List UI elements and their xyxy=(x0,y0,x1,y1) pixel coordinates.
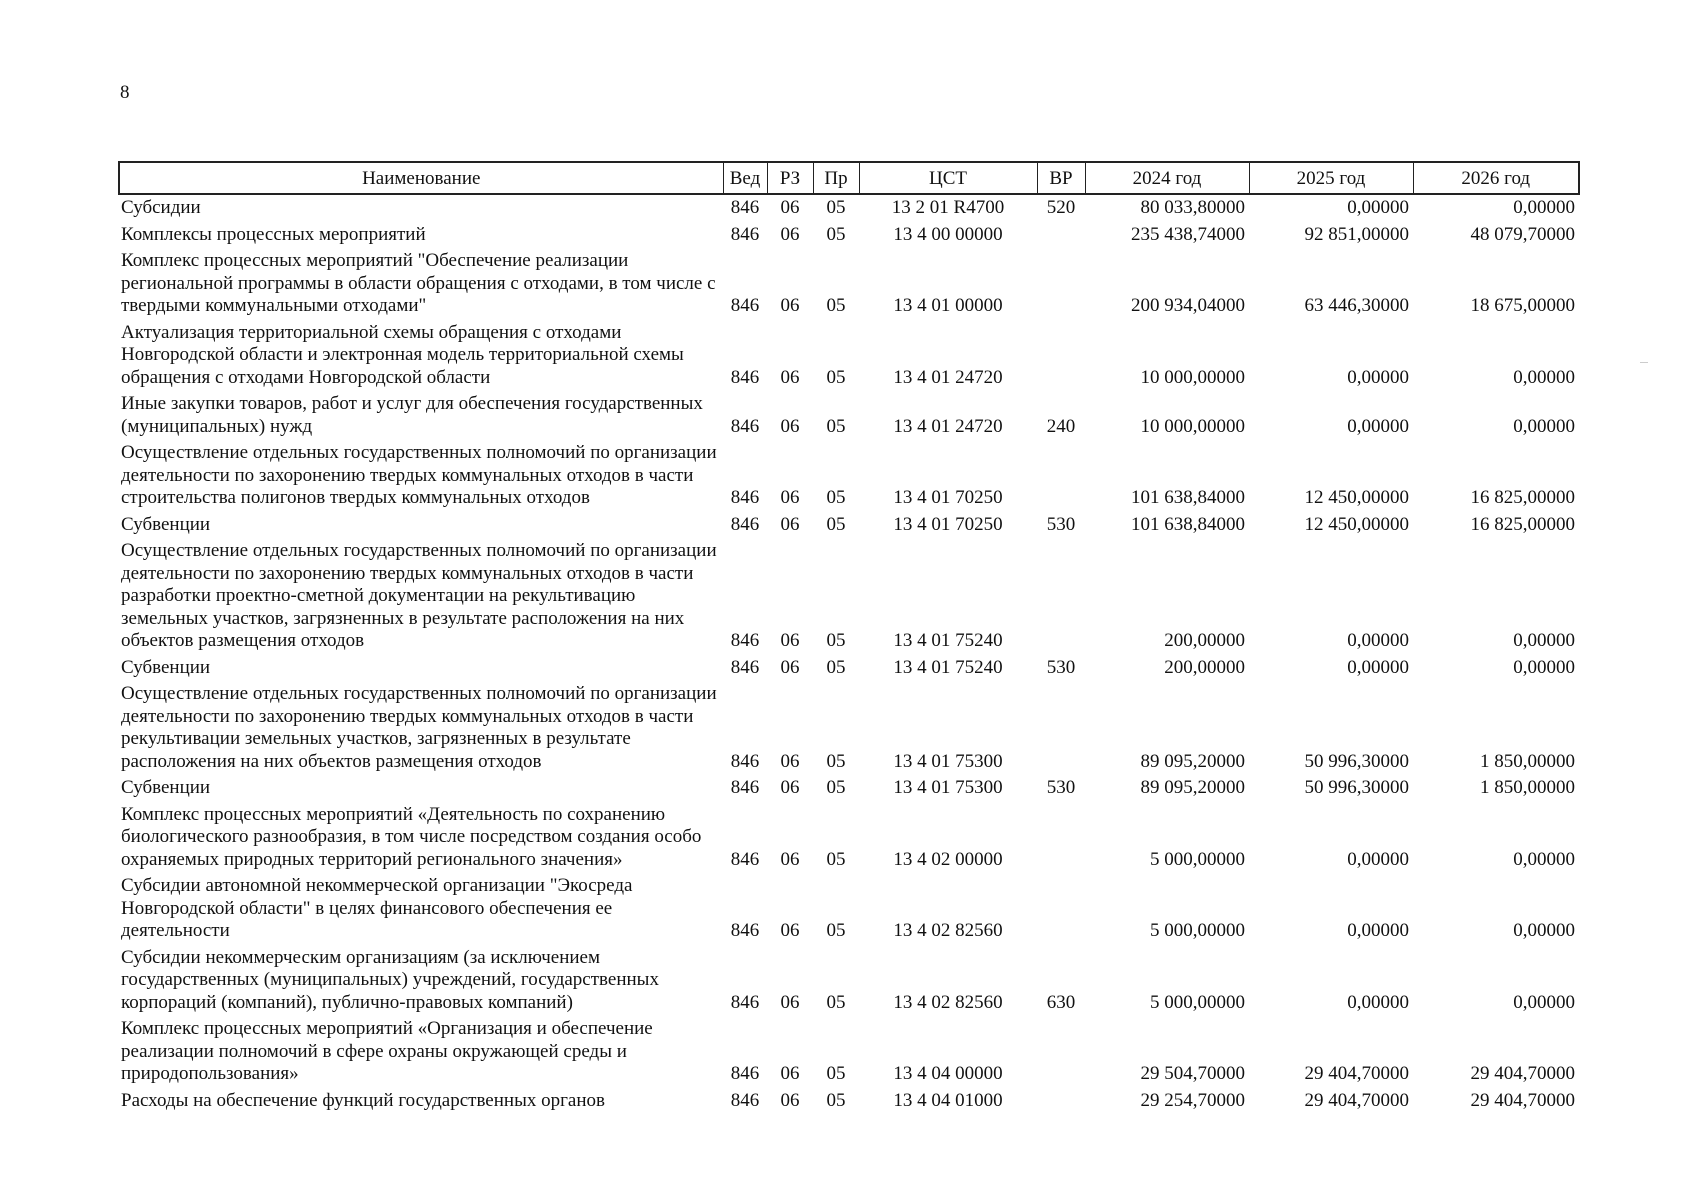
row-2026: 0,00000 xyxy=(1513,366,1575,388)
table-row xyxy=(119,248,1579,320)
row-pr: 05 xyxy=(826,1089,846,1111)
row-pr: 05 xyxy=(826,415,846,437)
row-name: Иные закупки товаров, работ и услуг для обеспечения государственных (муниципальных) нужд xyxy=(121,393,703,437)
row-vr xyxy=(1037,538,1085,655)
row-pr: 05 xyxy=(826,295,846,316)
row-pr: 05 xyxy=(826,991,846,1013)
row-2024: 10 000,00000 xyxy=(1140,366,1245,388)
row-2025: 50 996,30000 xyxy=(1304,750,1409,772)
row-name: Расходы на обеспечение функций государственных органов xyxy=(121,1089,605,1111)
row-name: Субвенции xyxy=(121,513,211,535)
row-cst: 13 4 01 75240 xyxy=(893,656,1003,678)
row-2025: 12 450,00000 xyxy=(1304,487,1409,508)
table-row xyxy=(119,655,1579,682)
row-pr: 05 xyxy=(826,777,846,798)
row-2026: 0,00000 xyxy=(1513,630,1575,651)
row-cst: 13 4 02 82560 xyxy=(893,920,1003,941)
row-name: Комплекс процессных мероприятий «Организация и обеспечение реализации полномочий в сфере охраны окружающей среды и природопользования» xyxy=(121,1018,653,1084)
row-rz: 06 xyxy=(780,656,800,678)
row-2024: 5 000,00000 xyxy=(1150,991,1245,1013)
row-vr xyxy=(1037,873,1085,945)
row-pr: 05 xyxy=(826,920,846,941)
budget-table xyxy=(118,161,1580,1114)
row-2026: 48 079,70000 xyxy=(1470,223,1575,245)
row-ved: 846 xyxy=(730,513,760,535)
row-cst: 13 4 01 75300 xyxy=(893,750,1003,772)
header-2026: 2026 год xyxy=(1413,162,1579,194)
row-cst: 13 4 01 24720 xyxy=(893,415,1003,437)
row-name: Осуществление отдельных государственных полномочий по организации деятельности по захоронению твердых коммунальных отходов в части рекультивации земельных участков, загрязненных в результате расположения на них объектов размещения отходов xyxy=(121,683,717,772)
row-name: Субвенции xyxy=(121,777,211,798)
row-2025: 92 851,00000 xyxy=(1304,223,1409,245)
row-rz: 06 xyxy=(780,777,800,798)
row-2025: 0,00000 xyxy=(1347,415,1409,437)
row-2026: 18 675,00000 xyxy=(1470,295,1575,316)
row-ved: 846 xyxy=(730,656,760,678)
row-ved: 846 xyxy=(730,920,760,941)
row-2026: 16 825,00000 xyxy=(1470,487,1575,508)
row-name: Субсидии некоммерческим организациям (за исключением государственных (муниципальных) учреждений, государственных корпораций (компаний), публично-правовых компаний) xyxy=(121,946,659,1013)
row-2024: 200,00000 xyxy=(1164,656,1245,678)
row-vr: 530 xyxy=(1046,777,1076,798)
table-row xyxy=(119,538,1579,655)
row-2025: 0,00000 xyxy=(1347,366,1409,388)
row-name: Комплекс процессных мероприятий «Деятельность по сохранению биологического разнообразия, в том числе посредством создания особо охраняемых природных территорий регионального значения» xyxy=(121,803,702,870)
row-ved: 846 xyxy=(730,1063,760,1084)
row-cst: 13 2 01 R4700 xyxy=(891,197,1005,218)
row-ved: 846 xyxy=(730,295,760,316)
row-name: Субсидии xyxy=(121,197,201,218)
row-2024: 200 934,04000 xyxy=(1131,295,1245,316)
row-rz: 06 xyxy=(780,991,800,1013)
row-pr: 05 xyxy=(826,630,846,651)
table-row xyxy=(119,802,1579,874)
row-name: Субвенции xyxy=(121,656,211,678)
row-2024: 80 033,80000 xyxy=(1140,197,1245,218)
table-row xyxy=(119,391,1579,440)
row-ved: 846 xyxy=(730,991,760,1013)
row-ved: 846 xyxy=(730,630,760,651)
row-ved: 846 xyxy=(730,197,760,218)
row-name: Субсидии автономной некоммерческой организации "Экосреда Новгородской области" в целях финансового обеспечения ее деятельности xyxy=(121,875,633,941)
row-2025: 0,00000 xyxy=(1347,920,1409,941)
row-2025: 0,00000 xyxy=(1347,848,1409,870)
row-2024: 200,00000 xyxy=(1164,630,1245,651)
row-name: Комплексы процессных мероприятий xyxy=(121,223,426,245)
row-rz: 06 xyxy=(780,1063,800,1084)
row-cst: 13 4 01 75300 xyxy=(893,777,1003,798)
row-ved: 846 xyxy=(730,777,760,798)
table-row xyxy=(119,194,1579,222)
row-2026: 0,00000 xyxy=(1513,656,1575,678)
row-2024: 5 000,00000 xyxy=(1150,920,1245,941)
row-ved: 846 xyxy=(730,1089,760,1111)
row-vr xyxy=(1037,440,1085,512)
row-pr: 05 xyxy=(826,750,846,772)
row-pr: 05 xyxy=(826,487,846,508)
row-2026: 1 850,00000 xyxy=(1480,750,1575,772)
row-vr xyxy=(1037,802,1085,874)
table-row xyxy=(119,945,1579,1017)
scan-mark xyxy=(1640,362,1648,363)
row-ved: 846 xyxy=(730,750,760,772)
row-2026: 0,00000 xyxy=(1513,920,1575,941)
row-vr xyxy=(1037,1088,1085,1115)
row-pr: 05 xyxy=(826,223,846,245)
row-vr: 630 xyxy=(1046,991,1076,1013)
table-row xyxy=(119,320,1579,392)
row-rz: 06 xyxy=(780,487,800,508)
row-ved: 846 xyxy=(730,415,760,437)
table-row xyxy=(119,512,1579,539)
row-cst: 13 4 00 00000 xyxy=(893,223,1003,245)
table-body xyxy=(119,194,1579,1114)
row-2025: 0,00000 xyxy=(1347,630,1409,651)
row-cst: 13 4 01 70250 xyxy=(893,487,1003,508)
row-vr xyxy=(1037,248,1085,320)
row-ved: 846 xyxy=(730,223,760,245)
header-cst: ЦСТ xyxy=(859,162,1037,194)
table-row xyxy=(119,873,1579,945)
row-2025: 0,00000 xyxy=(1347,656,1409,678)
row-rz: 06 xyxy=(780,415,800,437)
header-2024: 2024 год xyxy=(1085,162,1249,194)
row-2024: 235 438,74000 xyxy=(1131,223,1245,245)
page-number: 8 xyxy=(120,82,130,103)
header-rz: РЗ xyxy=(767,162,813,194)
row-rz: 06 xyxy=(780,513,800,535)
row-rz: 06 xyxy=(780,920,800,941)
row-2026: 16 825,00000 xyxy=(1470,513,1575,535)
row-vr: 530 xyxy=(1046,656,1076,678)
table-row xyxy=(119,775,1579,802)
row-2026: 29 404,70000 xyxy=(1470,1089,1575,1111)
row-2024: 29 254,70000 xyxy=(1140,1089,1245,1111)
row-2024: 10 000,00000 xyxy=(1140,415,1245,437)
row-2024: 5 000,00000 xyxy=(1150,848,1245,870)
row-2024: 89 095,20000 xyxy=(1140,777,1245,798)
row-vr xyxy=(1037,1016,1085,1088)
row-pr: 05 xyxy=(826,1063,846,1084)
row-cst: 13 4 01 75240 xyxy=(893,630,1003,651)
row-pr: 05 xyxy=(826,848,846,870)
row-name: Комплекс процессных мероприятий "Обеспечение реализации региональной программы в области обращения с отходами, в том числе с твердыми коммунальными отходами" xyxy=(121,250,716,316)
header-pr: Пр xyxy=(813,162,859,194)
row-ved: 846 xyxy=(730,848,760,870)
row-2025: 50 996,30000 xyxy=(1304,777,1409,798)
row-2024: 101 638,84000 xyxy=(1131,487,1245,508)
row-cst: 13 4 02 00000 xyxy=(893,848,1003,870)
row-rz: 06 xyxy=(780,630,800,651)
row-vr: 240 xyxy=(1046,415,1076,437)
row-rz: 06 xyxy=(780,197,800,218)
row-rz: 06 xyxy=(780,750,800,772)
row-name: Осуществление отдельных государственных полномочий по организации деятельности по захоронению твердых коммунальных отходов в части разработки проектно-сметной документации на рекультивацию земельных участков, загрязненных в результате расположения на них объектов размещения отходов xyxy=(121,540,717,651)
table-row xyxy=(119,222,1579,249)
row-vr: 520 xyxy=(1046,197,1076,218)
table-row xyxy=(119,1016,1579,1088)
row-2025: 29 404,70000 xyxy=(1304,1089,1409,1111)
row-rz: 06 xyxy=(780,848,800,870)
row-cst: 13 4 02 82560 xyxy=(893,991,1003,1013)
row-2025: 29 404,70000 xyxy=(1304,1063,1409,1084)
row-2024: 101 638,84000 xyxy=(1131,513,1245,535)
row-vr: 530 xyxy=(1046,513,1076,535)
row-rz: 06 xyxy=(780,295,800,316)
row-pr: 05 xyxy=(826,513,846,535)
row-rz: 06 xyxy=(780,1089,800,1111)
row-pr: 05 xyxy=(826,197,846,218)
row-rz: 06 xyxy=(780,366,800,388)
row-2025: 0,00000 xyxy=(1347,991,1409,1013)
header-name: Наименование xyxy=(119,162,723,194)
row-name: Осуществление отдельных государственных полномочий по организации деятельности по захоронению твердых коммунальных отходов в части строительства полигонов твердых коммунальных отходов xyxy=(121,442,717,508)
row-vr xyxy=(1037,681,1085,775)
row-2026: 0,00000 xyxy=(1513,991,1575,1013)
row-2026: 29 404,70000 xyxy=(1470,1063,1575,1084)
table-header xyxy=(119,162,1579,194)
row-ved: 846 xyxy=(730,487,760,508)
header-2025: 2025 год xyxy=(1249,162,1413,194)
row-2026: 0,00000 xyxy=(1513,848,1575,870)
row-cst: 13 4 04 01000 xyxy=(893,1089,1003,1111)
row-2026: 0,00000 xyxy=(1513,197,1575,218)
table-row xyxy=(119,681,1579,775)
header-ved: Вед xyxy=(723,162,767,194)
row-cst: 13 4 04 00000 xyxy=(893,1063,1003,1084)
row-cst: 13 4 01 24720 xyxy=(893,366,1003,388)
row-2025: 63 446,30000 xyxy=(1304,295,1409,316)
row-ved: 846 xyxy=(730,366,760,388)
row-cst: 13 4 01 00000 xyxy=(893,295,1003,316)
row-pr: 05 xyxy=(826,656,846,678)
header-vr: ВР xyxy=(1037,162,1085,194)
row-pr: 05 xyxy=(826,366,846,388)
row-2026: 0,00000 xyxy=(1513,415,1575,437)
row-2024: 89 095,20000 xyxy=(1140,750,1245,772)
row-rz: 06 xyxy=(780,223,800,245)
table-row xyxy=(119,440,1579,512)
row-name: Актуализация территориальной схемы обращения с отходами Новгородской области и электронная модель территориальной схемы обращения с отходами Новгородской области xyxy=(121,321,684,388)
row-2025: 0,00000 xyxy=(1347,197,1409,218)
row-2024: 29 504,70000 xyxy=(1140,1063,1245,1084)
row-vr xyxy=(1037,320,1085,392)
row-vr xyxy=(1037,222,1085,249)
table-row xyxy=(119,1088,1579,1115)
row-2026: 1 850,00000 xyxy=(1480,777,1575,798)
row-2025: 12 450,00000 xyxy=(1304,513,1409,535)
row-cst: 13 4 01 70250 xyxy=(893,513,1003,535)
